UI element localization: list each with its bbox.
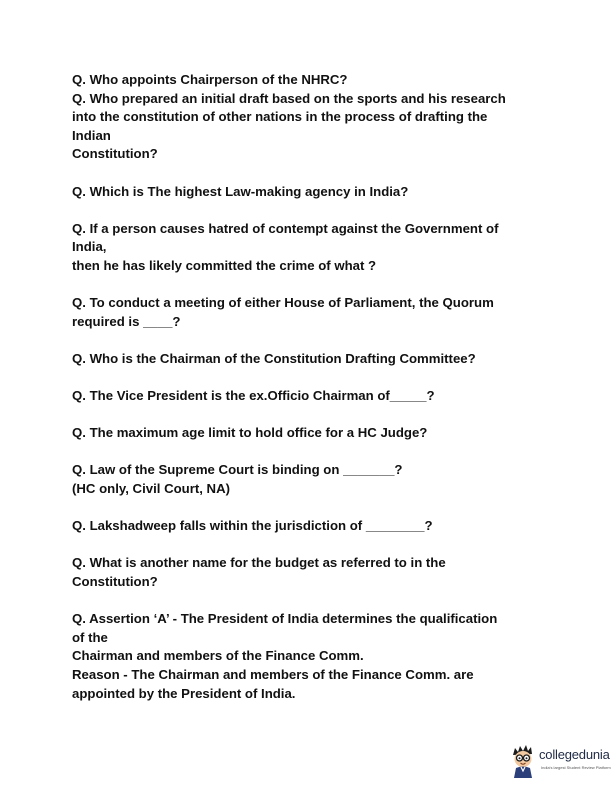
- question-item: [72, 424, 552, 443]
- spacer: [72, 499, 552, 518]
- question-line: (HC only, Civil Court, NA): [72, 481, 230, 497]
- spacer: [72, 592, 552, 611]
- question-item: [72, 610, 552, 703]
- question-line: Q. If a person causes hatred of contempt against the Government of: [72, 220, 499, 236]
- collegedunia-logo: [508, 744, 612, 778]
- spacer: [72, 536, 552, 555]
- question-line: Q. Law of the Supreme Court is binding on _______?: [72, 462, 403, 478]
- question-item: [72, 183, 552, 202]
- question-item: [72, 554, 552, 591]
- question-line: Chairman and members of the Finance Comm.: [72, 648, 364, 664]
- question-line: Q. Assertion ‘A’ - The President of India determines the qualification: [72, 611, 498, 627]
- question-line: then he has likely committed the crime of what ?: [72, 257, 377, 273]
- logo-wordmark: collegedunia: [539, 747, 610, 762]
- question-line: into the constitution of other nations in the process of drafting the: [72, 109, 488, 125]
- mascot-icon: [508, 744, 538, 778]
- spacer: [72, 276, 552, 295]
- logo-tagline: India's largest Student Review Platform: [541, 765, 611, 770]
- question-item: [72, 350, 552, 369]
- question-line: required is ____?: [72, 313, 181, 329]
- spacer: [72, 443, 552, 462]
- question-item: [72, 71, 552, 90]
- question-item: [72, 220, 552, 276]
- spacer: [72, 164, 552, 183]
- question-line: Constitution?: [72, 146, 158, 162]
- question-item: [72, 387, 552, 406]
- question-item: [72, 517, 552, 536]
- question-line: Indian: [72, 127, 111, 143]
- question-line: Q. The Vice President is the ex.Officio Chairman of_____?: [72, 388, 435, 404]
- question-item: [72, 294, 552, 331]
- question-line: Q. Who appoints Chairperson of the NHRC?: [72, 72, 348, 87]
- spacer: [72, 369, 552, 388]
- question-line: Reason - The Chairman and members of the Finance Comm. are: [72, 667, 474, 682]
- question-line: Q. Who is the Chairman of the Constitution Drafting Committee?: [72, 350, 476, 366]
- question-list: [72, 71, 552, 703]
- question-line: Constitution?: [72, 574, 158, 590]
- question-item: [72, 90, 552, 164]
- question-line: India,: [72, 239, 107, 255]
- spacer: [72, 331, 552, 350]
- question-line: Q. The maximum age limit to hold office for a HC Judge?: [72, 425, 428, 441]
- question-line: appointed by the President of India.: [72, 685, 296, 701]
- question-line: Q. What is another name for the budget as referred to in the: [72, 555, 446, 571]
- question-line: Q. Lakshadweep falls within the jurisdiction of ________?: [72, 518, 433, 534]
- question-line: Q. Which is The highest Law-making agency in India?: [72, 183, 409, 199]
- spacer: [72, 201, 552, 220]
- question-line: Q. Who prepared an initial draft based on the sports and his research: [72, 90, 506, 106]
- spacer: [72, 406, 552, 425]
- question-line: Q. To conduct a meeting of either House of Parliament, the Quorum: [72, 295, 494, 311]
- question-line: of the: [72, 629, 108, 645]
- question-item: [72, 461, 552, 498]
